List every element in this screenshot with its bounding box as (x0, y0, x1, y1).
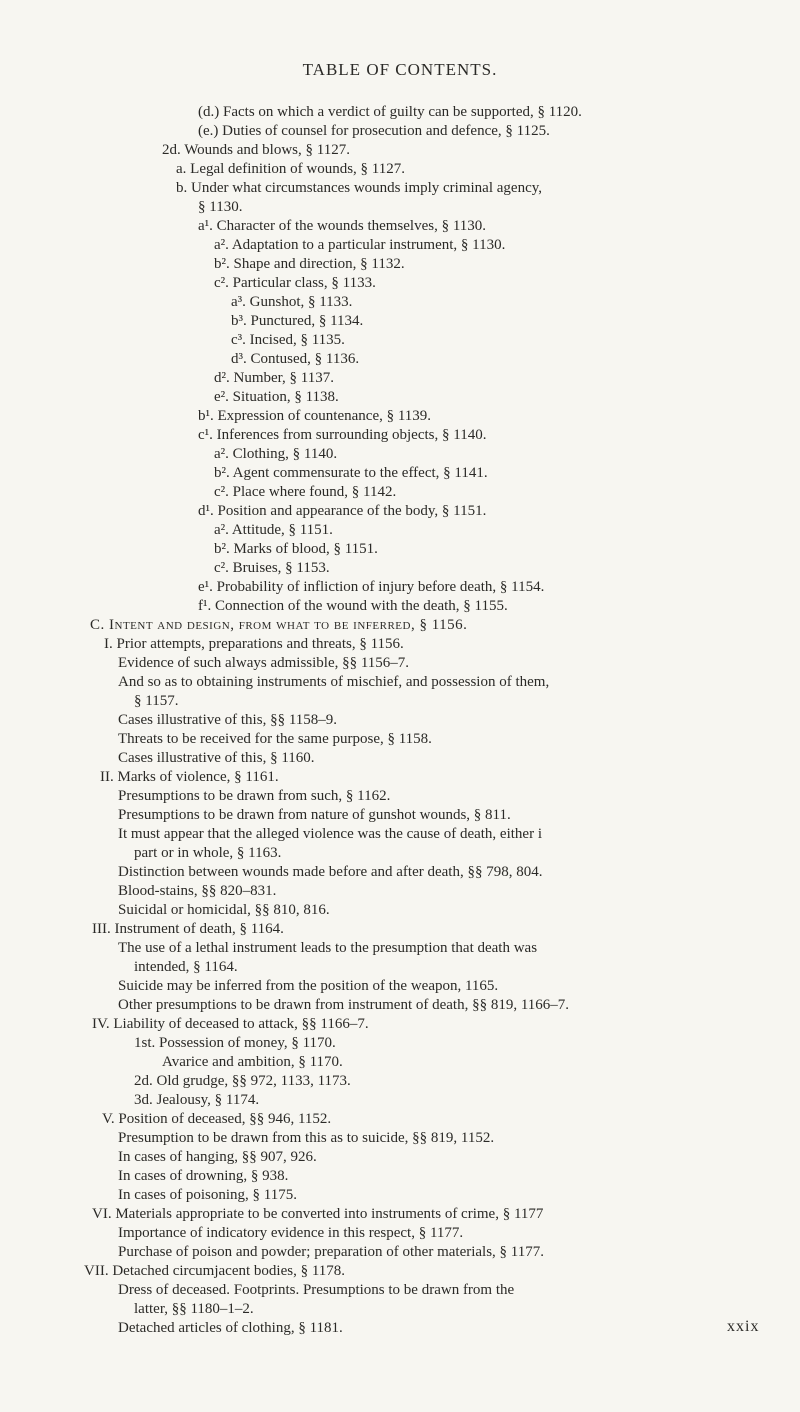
contents-line: Suicidal or homicidal, §§ 810, 816. (118, 902, 330, 918)
contents-line: VII. Detached circumjacent bodies, § 1178. (84, 1263, 346, 1279)
contents-line: Presumption to be drawn from this as to suicide, §§ 819, 1152. (118, 1130, 495, 1146)
contents-line: e². Situation, § 1138. (214, 389, 339, 405)
contents-line: In cases of drowning, § 938. (118, 1168, 289, 1184)
contents-line: b². Agent commensurate to the effect, § 1141. (214, 465, 488, 481)
contents-line: 1st. Possession of money, § 1170. (134, 1035, 336, 1051)
contents-line: IV. Liability of deceased to attack, §§ 1166–7. (92, 1016, 369, 1032)
contents-line: a³. Gunshot, § 1133. (231, 294, 353, 310)
contents-line: b². Marks of blood, § 1151. (214, 541, 378, 557)
contents-line: part or in whole, § 1163. (134, 845, 282, 861)
contents-line: In cases of hanging, §§ 907, 926. (118, 1149, 317, 1165)
contents-line: Other presumptions to be drawn from instrument of death, §§ 819, 1166–7. (118, 997, 570, 1013)
contents-line: II. Marks of violence, § 1161. (100, 769, 279, 785)
contents-line: c². Particular class, § 1133. (214, 275, 376, 291)
contents-line: c¹. Inferences from surrounding objects, § 1140. (198, 427, 487, 443)
contents-line: d². Number, § 1137. (214, 370, 334, 386)
contents-line: In cases of poisoning, § 1175. (118, 1187, 298, 1203)
contents-line: c². Bruises, § 1153. (214, 560, 330, 576)
contents-line: f¹. Connection of the wound with the death, § 1155. (198, 598, 508, 614)
contents-line: a². Attitude, § 1151. (214, 522, 333, 538)
contents-line: a. Legal definition of wounds, § 1127. (176, 161, 405, 177)
contents-line: b². Shape and direction, § 1132. (214, 256, 405, 272)
contents-line: a². Clothing, § 1140. (214, 446, 338, 462)
contents-line: Detached articles of clothing, § 1181. (118, 1320, 343, 1336)
contents-line: 3d. Jealousy, § 1174. (134, 1092, 260, 1108)
contents-line: (e.) Duties of counsel for prosecution and defence, § 1125. (198, 123, 550, 139)
page-number: xxix (727, 1318, 760, 1335)
contents-line: § 1130. (198, 199, 243, 215)
contents-line: It must appear that the alleged violence was the cause of death, either i (118, 826, 542, 842)
contents-line: Cases illustrative of this, § 1160. (118, 750, 315, 766)
contents-line: And so as to obtaining instruments of mischief, and possession of them, (118, 674, 550, 690)
contents-line: b¹. Expression of countenance, § 1139. (198, 408, 432, 424)
contents-line: Dress of deceased. Footprints. Presumptions to be drawn from the (118, 1282, 515, 1298)
contents-line: Evidence of such always admissible, §§ 1156–7. (118, 655, 410, 671)
contents-line: d³. Contused, § 1136. (231, 351, 360, 367)
section-heading: C. Intent and design, from what to be inferred, § 1156. (90, 617, 468, 633)
contents-line: Cases illustrative of this, §§ 1158–9. (118, 712, 338, 728)
running-header: TABLE OF CONTENTS. (302, 60, 498, 79)
contents-line: Distinction between wounds made before and after death, §§ 798, 804. (118, 864, 543, 880)
contents-line: § 1157. (134, 693, 179, 709)
contents-line: intended, § 1164. (134, 959, 238, 975)
contents-line: Blood-stains, §§ 820–831. (118, 883, 277, 899)
contents-line: c². Place where found, § 1142. (214, 484, 397, 500)
contents-line: Avarice and ambition, § 1170. (162, 1054, 343, 1070)
contents-line: b. Under what circumstances wounds imply criminal agency, (176, 180, 543, 196)
contents-line: Presumptions to be drawn from such, § 1162. (118, 788, 391, 804)
contents-line: c³. Incised, § 1135. (231, 332, 345, 348)
contents-line: I. Prior attempts, preparations and threats, § 1156. (104, 636, 404, 652)
contents-line: Suicide may be inferred from the position of the weapon, 1165. (118, 978, 499, 994)
contents-line: latter, §§ 1180–1–2. (134, 1301, 254, 1317)
contents-line: The use of a lethal instrument leads to the presumption that death was (118, 940, 538, 956)
contents-line: a¹. Character of the wounds themselves, § 1130. (198, 218, 487, 234)
contents-line: Purchase of poison and powder; preparation of other materials, § 1177. (118, 1244, 544, 1260)
contents-line: a². Adaptation to a particular instrument, § 1130. (214, 237, 506, 253)
contents-line: V. Position of deceased, §§ 946, 1152. (102, 1111, 332, 1127)
contents-line: e¹. Probability of infliction of injury before death, § 1154. (198, 579, 545, 595)
contents-line: 2d. Wounds and blows, § 1127. (162, 142, 350, 158)
contents-line: Threats to be received for the same purpose, § 1158. (118, 731, 432, 747)
contents-line: b³. Punctured, § 1134. (231, 313, 364, 329)
contents-line: Presumptions to be drawn from nature of gunshot wounds, § 811. (118, 807, 511, 823)
contents-line: (d.) Facts on which a verdict of guilty can be supported, § 1120. (198, 104, 582, 120)
contents-line: Importance of indicatory evidence in this respect, § 1177. (118, 1225, 464, 1241)
contents-line: d¹. Position and appearance of the body, § 1151. (198, 503, 487, 519)
contents-line: VI. Materials appropriate to be converted into instruments of crime, § 1177 (92, 1206, 544, 1222)
contents-line: 2d. Old grudge, §§ 972, 1133, 1173. (134, 1073, 351, 1089)
contents-line: III. Instrument of death, § 1164. (92, 921, 284, 937)
